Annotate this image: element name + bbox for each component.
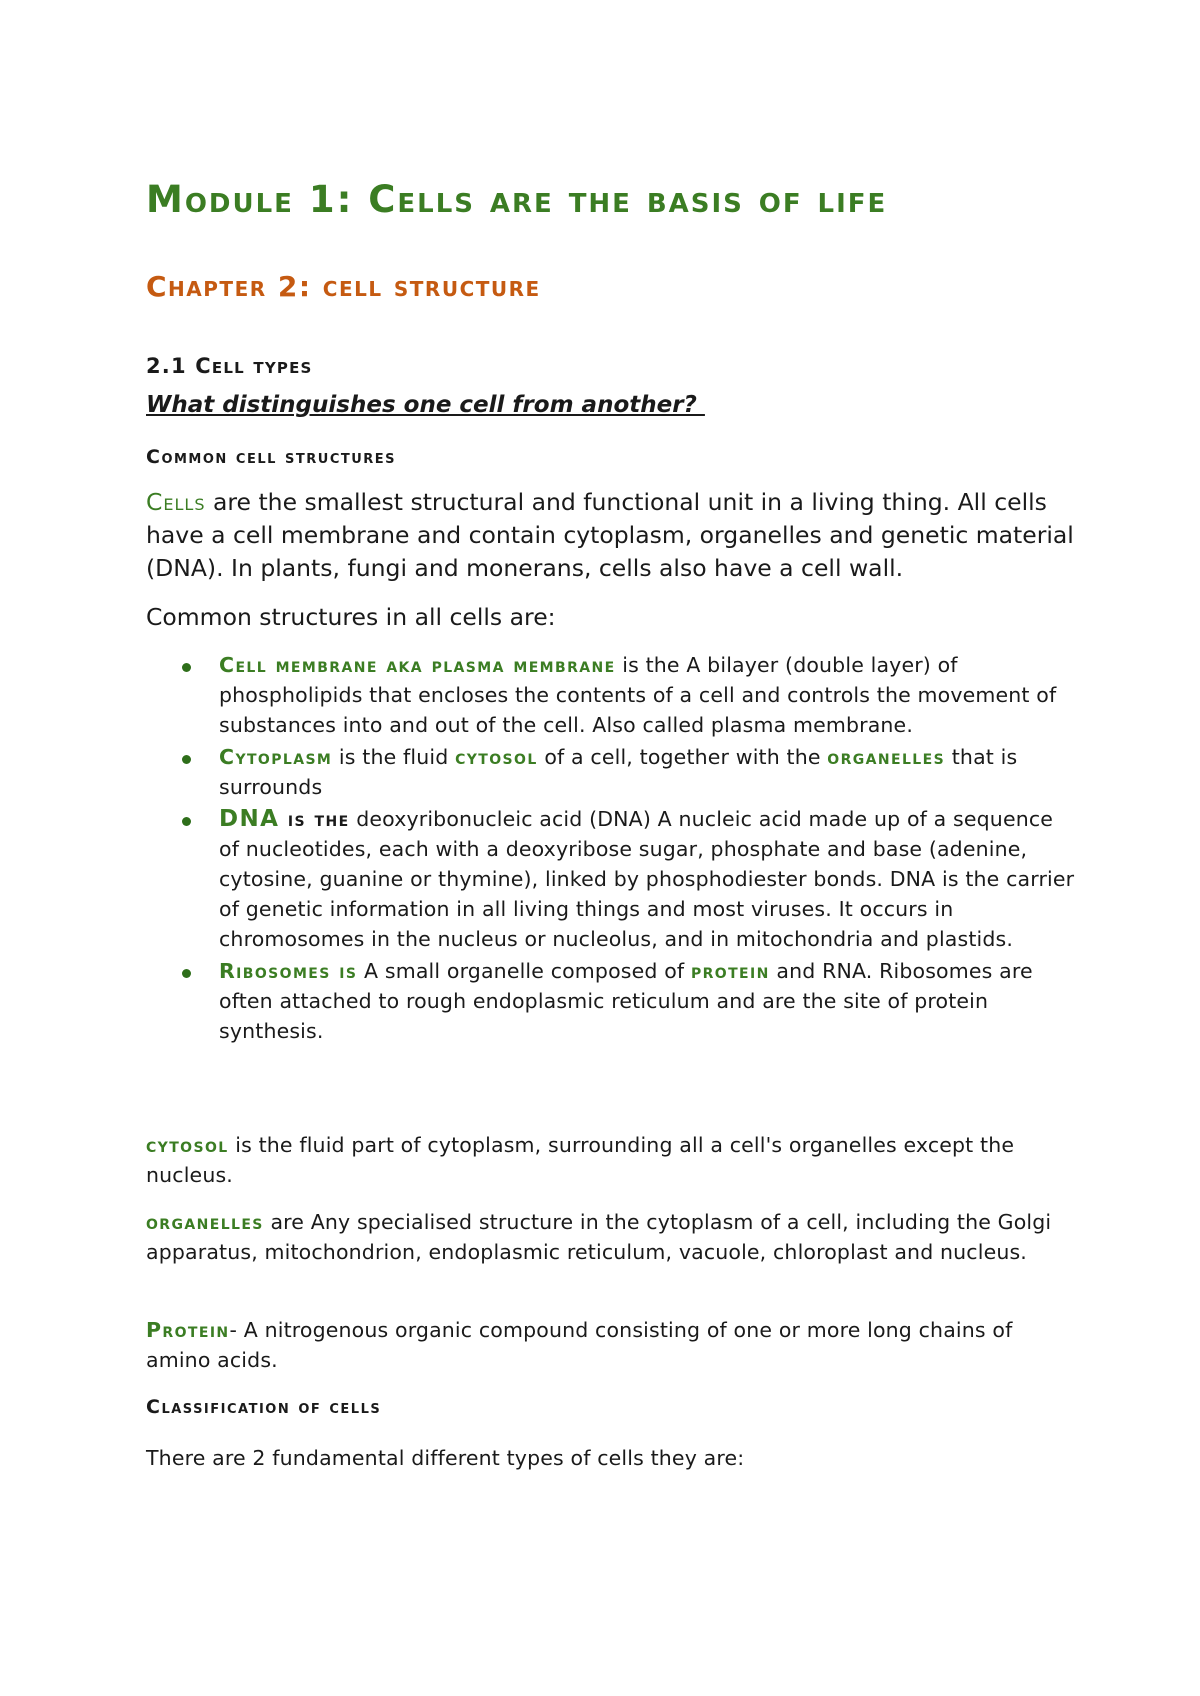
definition-text: of a cell, together with the	[537, 745, 828, 769]
intro-text: are the smallest structural and functional unit in a living thing. All cells have a cell membrane and contain cytoplasm, organelles and genetic material (DNA). In plants, fungi and monerans, cells also have a cell wall.	[146, 488, 1074, 582]
term-cytosol: cytosol	[146, 1133, 229, 1157]
definition-text: deoxyribonucleic acid (DNA) A nucleic acid made up of a sequence of nucleotides, each with a deoxyribose sugar, phosphate and base (adenine, cytosine, guanine or thymine), linked by phosphodiester bonds. DNA is the carrier of genetic information in all living things and most viruses. It occurs in chromosomes in the nucleus or nucleolus, and in mitochondria and plastids.	[219, 807, 1075, 951]
term-connector: is the	[279, 807, 350, 831]
term-cytosol-inline: cytosol	[455, 745, 538, 769]
term-dna: DNA	[219, 806, 280, 832]
intro-paragraph	[146, 486, 1076, 585]
bullet-icon	[182, 755, 191, 764]
definition-text: - A nitrogenous organic compound consisting of one or more long chains of amino acids.	[146, 1318, 1013, 1372]
structures-list	[146, 650, 1076, 1048]
definition-text: is the fluid part of cytoplasm, surrounding all a cell's organelles except the nucleus.	[146, 1133, 1015, 1187]
term-ribosomes: Ribosomes is	[219, 959, 358, 983]
definition-text: is the A bilayer (double layer) of phospholipids that encloses the contents of a cell and controls the movement of substances into and out of the cell. Also called plasma membrane.	[219, 653, 1057, 737]
term-protein-inline: protein	[690, 959, 770, 983]
guiding-question: What distinguishes one cell from another?	[146, 392, 705, 418]
definition-text: is the fluid	[332, 745, 456, 769]
list-item-ribosomes	[146, 956, 1076, 1046]
intro-term: Cells	[146, 488, 206, 516]
classification-lead: There are 2 fundamental different types of cells they are:	[146, 1446, 745, 1470]
section-heading: 2.1 Cell types	[146, 354, 313, 378]
bullet-icon	[182, 969, 191, 978]
term-organelles-inline: organelles	[827, 745, 946, 769]
chapter-title: Chapter 2: cell structure	[146, 270, 541, 303]
term-organelles: organelles	[146, 1210, 264, 1234]
term-cell-membrane: Cell membrane aka plasma membrane	[219, 653, 616, 677]
protein-definition	[146, 1315, 1076, 1375]
definition-text: are Any specialised structure in the cytoplasm of a cell, including the Golgi apparatus, mitochondrion, endoplasmic reticulum, vacuole, chloroplast and nucleus.	[146, 1210, 1052, 1264]
cytosol-definition	[146, 1130, 1076, 1190]
common-structures-heading: Common cell structures	[146, 446, 397, 468]
organelles-definition	[146, 1207, 1076, 1267]
module-title: Module 1: Cells are the basis of life	[146, 178, 888, 221]
definition-text: A small organelle composed of	[357, 959, 691, 983]
definition-text: that is surrounds	[219, 745, 1018, 799]
common-structures-lead: Common structures in all cells are:	[146, 603, 556, 631]
bullet-icon	[182, 663, 191, 672]
term-cytoplasm: Cytoplasm	[219, 745, 333, 769]
classification-heading: Classification of cells	[146, 1396, 382, 1418]
term-protein: Protein	[146, 1318, 230, 1342]
list-item-cytoplasm	[146, 742, 1076, 802]
list-item-dna	[146, 804, 1076, 954]
definition-text: and RNA. Ribosomes are often attached to rough endoplasmic reticulum and are the site of protein synthesis.	[219, 959, 1033, 1043]
list-item-cell-membrane	[146, 650, 1076, 740]
bullet-icon	[182, 817, 191, 826]
